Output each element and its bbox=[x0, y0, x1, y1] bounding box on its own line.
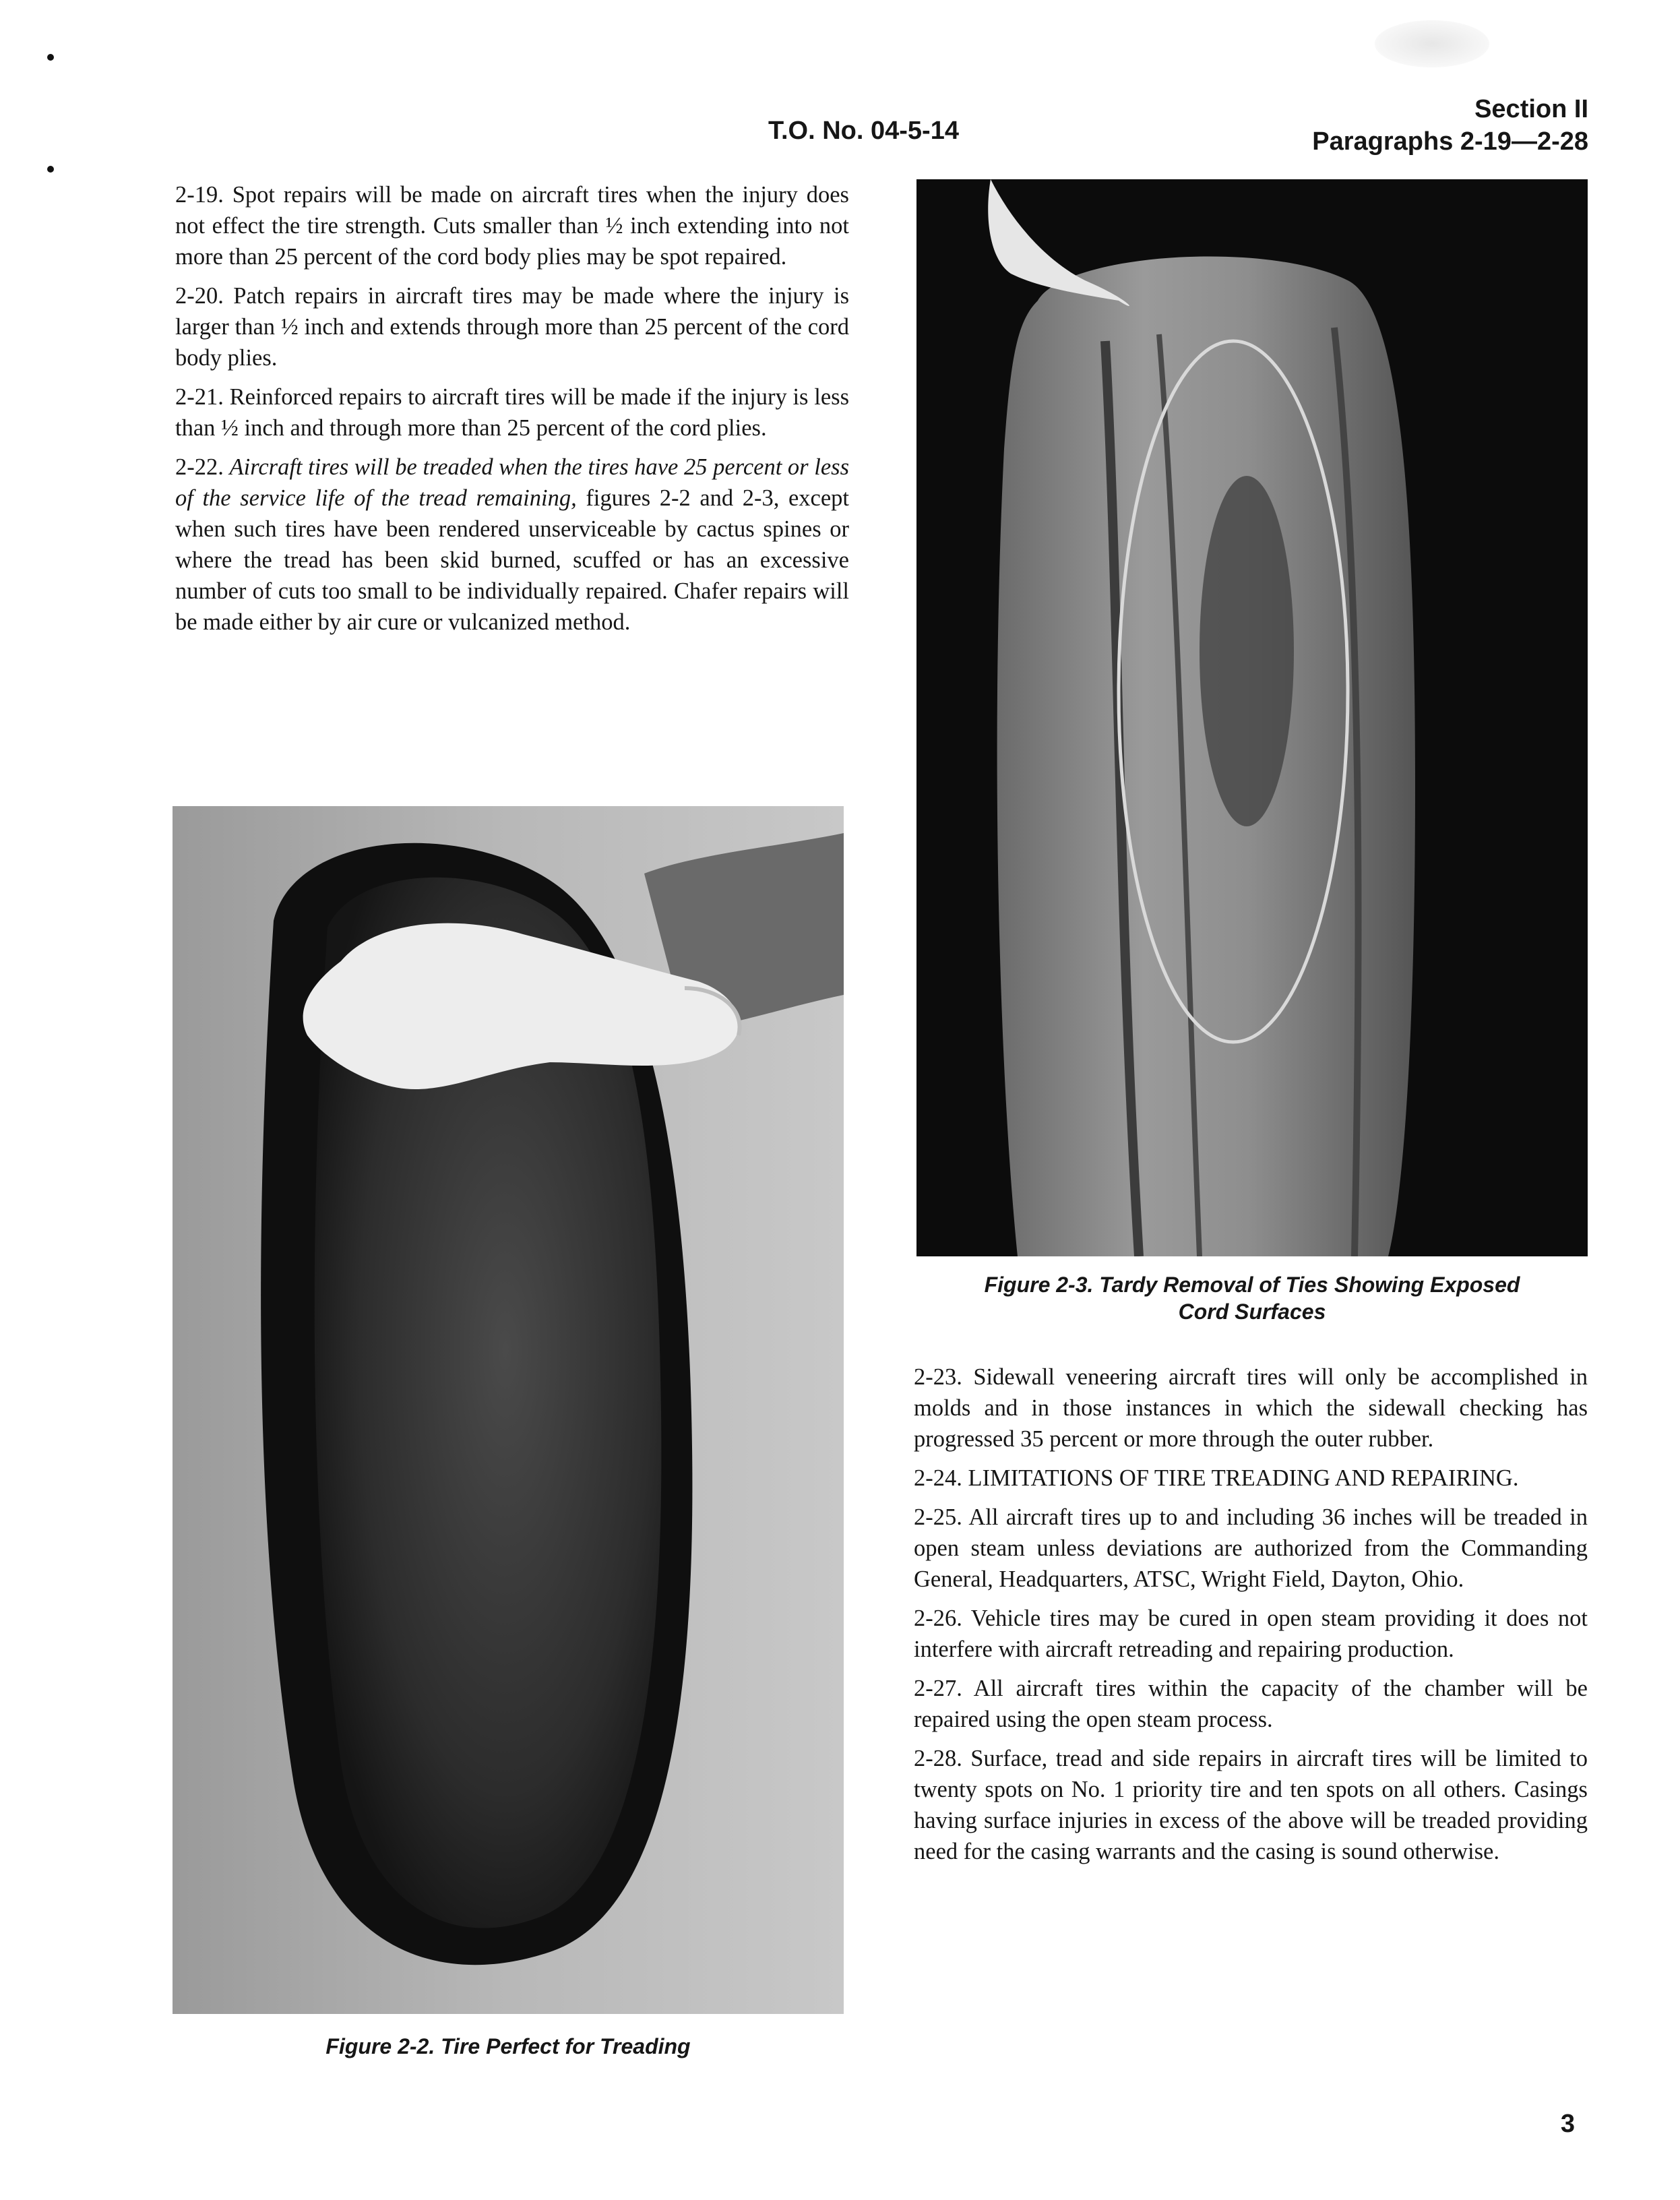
binder-hole-bottom bbox=[47, 166, 54, 173]
figure-2-3-caption-line2: Cord Surfaces bbox=[1178, 1300, 1326, 1324]
left-column bbox=[175, 179, 849, 646]
figure-2-3-photo bbox=[916, 179, 1588, 1256]
paragraph-2-19: 2-19. Spot repairs will be made on aircraft tires when the injury does not effect the tire strength. Cuts smaller than ½ inch extending into not more than 25 percent of the cord body plies may be spot repaired. bbox=[175, 182, 849, 270]
paragraph-2-28: 2-28. Surface, tread and side repairs in aircraft tires will be limited to twenty spots on No. 1 priority tire and ten spots on all others. Casings having surface injuries in excess of the above will be treaded providing need for the casing warrants and the casing is sound otherwise. bbox=[914, 1746, 1588, 1864]
paragraph-2-26: 2-26. Vehicle tires may be cured in open steam providing it does not interfere with aircraft retreading and repairing production. bbox=[914, 1606, 1588, 1662]
scan-smudge bbox=[1375, 20, 1489, 67]
paragraph-2-27: 2-27. All aircraft tires within the capacity of the chamber will be repaired using the open steam process. bbox=[914, 1676, 1588, 1732]
to-number: T.O. No. 04-5-14 bbox=[768, 117, 959, 145]
section-header bbox=[1312, 93, 1588, 158]
page-number: 3 bbox=[1560, 2110, 1575, 2138]
paragraph-2-22-number: 2-22. bbox=[175, 454, 224, 480]
paragraph-2-25: 2-25. All aircraft tires up to and including 36 inches will be treaded in open steam unless deviations are authorized from the Commanding General, Headquarters, ATSC, Wright Field, Dayton, Ohio. bbox=[914, 1504, 1588, 1592]
paragraph-2-24: 2-24. LIMITATIONS OF TIRE TREADING AND REPAIRING. bbox=[914, 1465, 1519, 1491]
right-column bbox=[914, 1362, 1588, 1875]
paragraph-2-22-rest: figures 2-2 and 2-3, except when such tires have been rendered unserviceable by cactus spines or where the tread has been skid burned, scuffed or has an excessive number of cuts too small to be individually repaired. Chafer repairs will be made either by air cure or vulcanized method. bbox=[175, 485, 849, 635]
figure-2-3-caption bbox=[916, 1271, 1588, 1325]
figure-2-2-photo bbox=[173, 806, 844, 2014]
paragraph-2-22-italic: Aircraft tires will be treaded when the tires have 25 percent or less of the service life of the tread remaining, bbox=[175, 454, 850, 511]
figure-2-2-caption: Figure 2-2. Tire Perfect for Treading bbox=[325, 2034, 691, 2058]
paragraph-2-21: 2-21. Reinforced repairs to aircraft tires will be made if the injury is less than ½ inch and through more than 25 percent of the cord plies. bbox=[175, 384, 849, 441]
section-label: Section II bbox=[1474, 95, 1588, 123]
figure-2-3-caption-line1: Figure 2-3. Tardy Removal of Ties Showing Exposed bbox=[984, 1273, 1520, 1297]
paragraph-2-22 bbox=[175, 452, 849, 638]
paragraph-2-20: 2-20. Patch repairs in aircraft tires may be made where the injury is larger than ½ inch and extends through more than 25 percent of the cord body plies. bbox=[175, 283, 849, 371]
paragraph-range: Paragraphs 2-19—2-28 bbox=[1312, 127, 1588, 156]
paragraph-2-23: 2-23. Sidewall veneering aircraft tires will only be accomplished in molds and in those instances in which the sidewall checking has progressed 35 percent or more through the outer rubber. bbox=[914, 1364, 1588, 1452]
binder-hole-top bbox=[47, 54, 54, 61]
